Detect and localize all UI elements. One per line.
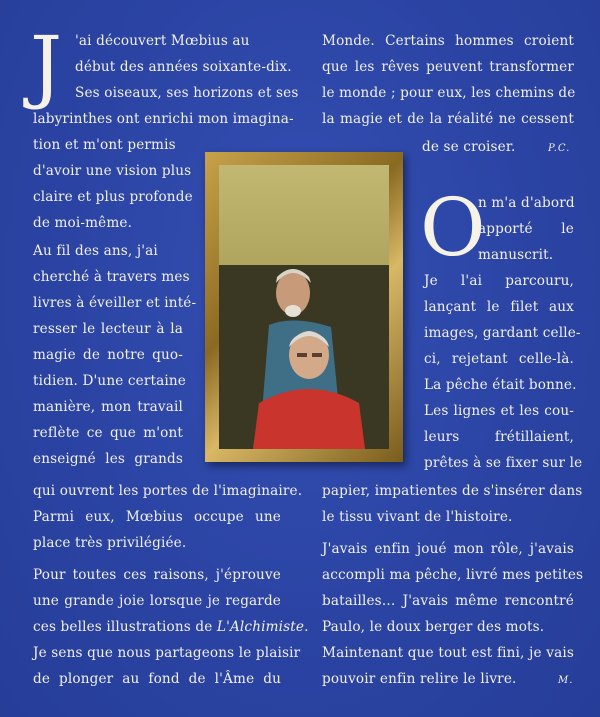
left-line: tion et m'ont permis — [33, 137, 176, 153]
left-line: qui ouvrent les portes de l'imaginaire. — [33, 483, 303, 499]
right-line: le tissu vivant de l'histoire. — [322, 509, 513, 525]
right-line: la magie et de la réalité ne cessent — [322, 111, 574, 127]
left-line: Ses oiseaux, ses horizons et ses — [75, 85, 299, 101]
left-line: 'ai découvert Mœbius au — [75, 33, 250, 49]
right-line: J'avais enfin joué mon rôle, j'avais — [322, 541, 574, 557]
left-line: une grande joie lorsque je regarde — [33, 593, 281, 609]
right-line: pouvoir enfin relire le livre. — [322, 671, 517, 687]
right-line: prêtes à se fixer sur le — [424, 455, 583, 471]
left-line: début des années soixante-dix. — [75, 59, 292, 75]
left-line: labyrinthes ont enrichi mon imagina- — [33, 111, 294, 127]
left-line: reflète ce que m'ont — [33, 425, 183, 441]
left-line: cherché à travers mes — [33, 269, 190, 285]
mirror-reflection — [219, 165, 389, 449]
left-line: Parmi eux, Mœbius occupe une — [33, 509, 281, 525]
left-line: magie de notre quo- — [33, 347, 183, 363]
left-line: place très privilégiée. — [33, 535, 187, 551]
right-line: images, gardant celle- — [424, 325, 581, 341]
right-line: Paulo, le doux berger des mots. — [322, 619, 545, 635]
portrait-illustration — [219, 165, 389, 449]
right-line: que les rêves peuvent transformer — [322, 59, 574, 75]
right-line: batailles… J'avais même rencontré — [322, 593, 574, 609]
right-line: manuscrit. — [478, 247, 554, 263]
book-title-punct: . — [304, 619, 309, 635]
right-line: ci, rejetant celle-là. — [424, 351, 574, 367]
left-line: claire et plus profonde — [33, 189, 193, 205]
left-line: Pour toutes ces raisons, j'éprouve — [33, 567, 281, 583]
left-line: Au fil des ans, j'ai — [33, 243, 158, 259]
signature-pc: P.C. — [548, 143, 571, 154]
drop-cap-o: O — [420, 181, 486, 274]
left-line: tidien. D'une certaine — [33, 373, 186, 389]
right-line: Maintenant que tout est fini, je vais — [322, 645, 574, 661]
right-line: apporté le — [478, 221, 574, 237]
right-line: Les lignes et les cou- — [424, 403, 574, 419]
left-line: manière, mon travail — [33, 399, 183, 415]
left-line: d'avoir une vision plus — [33, 163, 192, 179]
left-line: de plonger au fond de l'Âme du — [33, 671, 281, 687]
right-line: n m'a d'abord — [478, 195, 575, 211]
book-title: L'Alchimiste — [216, 619, 305, 635]
right-line: accompli ma pêche, livré mes petites — [322, 567, 584, 583]
left-line — [33, 614, 309, 640]
left-line: livres à éveiller et inté- — [33, 295, 197, 311]
signature-m: M. — [558, 675, 574, 686]
left-line: resser le lecteur à la — [33, 321, 183, 337]
left-line: de moi-même. — [33, 215, 133, 231]
right-line: leurs frétillaient, — [424, 429, 574, 445]
right-line: le monde ; pour eux, les chemins de — [322, 85, 576, 101]
mirror-photo — [205, 152, 403, 462]
right-line: de se croiser. — [422, 139, 516, 155]
drop-cap-j: J — [30, 19, 63, 112]
right-line: Monde. Certains hommes croient — [322, 33, 574, 49]
left-line-text: ces belles illustrations de — [33, 619, 217, 635]
right-line: papier, impatientes de s'insérer dans — [322, 483, 583, 499]
right-line: Je l'ai parcouru, — [424, 273, 574, 289]
left-line: Je sens que nous partageons le plaisir — [33, 645, 301, 661]
left-line: enseigné les grands — [33, 451, 183, 467]
right-line: La pêche était bonne. — [424, 377, 577, 393]
right-line: lançant le filet aux — [424, 299, 574, 315]
